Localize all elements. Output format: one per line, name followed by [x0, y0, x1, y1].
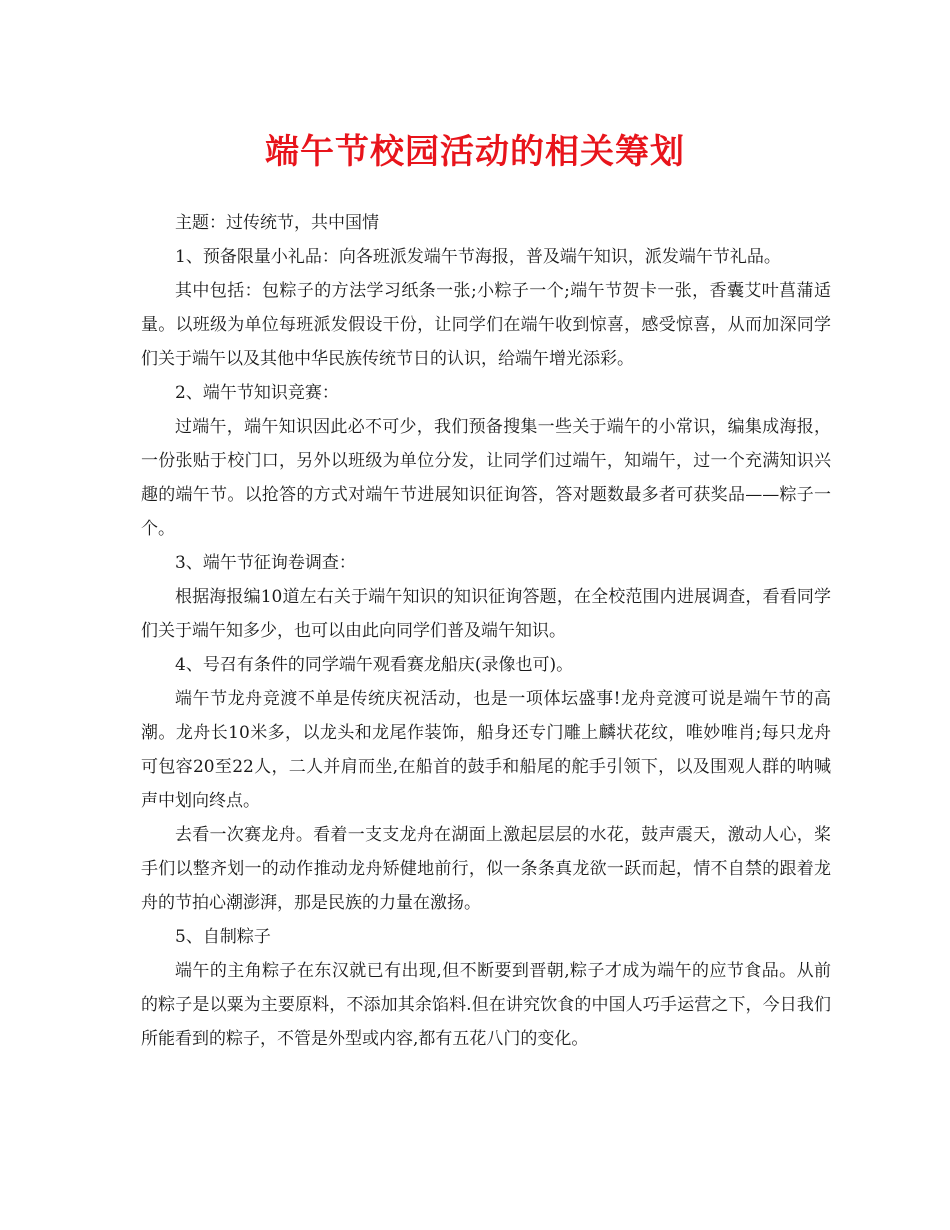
paragraph-item-2-detail: 过端午，端午知识因此必不可少，我们预备搜集一些关于端午的小常识，编集成海报，一份张贴于校门口，另外以班级为单位分发，让同学们过端午，知端午，过一个充满知识兴趣的端午节。以抢答的方式对端午节进展知识征询答，答对题数最多者可获奖品——粽子一个。: [141, 417, 831, 539]
paragraph-theme: 主题：过传统节，共中国情: [175, 213, 379, 233]
paragraph-item-1-heading: 1、预备限量小礼品：向各班派发端午节海报，普及端午知识，派发端午节礼品。: [175, 247, 781, 267]
paragraph-item-4-description: 去看一次赛龙舟。看着一支支龙舟在湖面上激起层层的水花，鼓声震天，激动人心，桨手们以整齐划一的动作推动龙舟矫健地前行，似一条条真龙欲一跃而起，情不自禁的跟着龙舟的节拍心潮澎湃，那是民族的力量在激扬。: [141, 825, 831, 913]
paragraph-item-4-heading: 4、号召有条件的同学端午观看赛龙船庆(录像也可)。: [175, 655, 574, 675]
paragraph-item-5-heading: 5、自制粽子: [175, 927, 271, 947]
document-title: 端午节校园活动的相关筹划: [265, 132, 685, 172]
paragraph-item-5-detail: 端午的主角粽子在东汉就已有出现,但不断要到晋朝,粽子才成为端午的应节食品。从前的粽子是以粟为主要原料，不添加其余馅料.但在讲究饮食的中国人巧手运营之下，今日我们所能看到的粽子，不管是外型或内容,都有五花八门的变化。: [141, 961, 831, 1049]
paragraph-item-1-detail: 其中包括：包粽子的方法学习纸条一张;小粽子一个;端午节贺卡一张，香囊艾叶菖蒲适量。以班级为单位每班派发假设干份，让同学们在端午收到惊喜，感受惊喜，从而加深同学们关于端午以及其他中华民族传统节日的认识，给端午增光添彩。: [141, 281, 831, 369]
paragraph-item-4-detail: 端午节龙舟竞渡不单是传统庆祝活动，也是一项体坛盛事!龙舟竞渡可说是端午节的高潮。龙舟长10米多，以龙头和龙尾作装饰，船身还专门雕上麟状花纹，唯妙唯肖;每只龙舟可包容20至22人，二人并肩而坐,在船首的鼓手和船尾的舵手引领下，以及围观人群的呐喊声中划向终点。: [141, 689, 831, 811]
paragraph-item-3-heading: 3、端午节征询卷调查：: [175, 553, 356, 573]
paragraph-item-3-detail: 根据海报编10道左右关于端午知识的知识征询答题，在全校范围内进展调查，看看同学们关于端午知多少，也可以由此向同学们普及端午知识。: [141, 587, 831, 641]
paragraph-item-2-heading: 2、端午节知识竞赛：: [175, 383, 339, 403]
document-body: [141, 206, 831, 1056]
